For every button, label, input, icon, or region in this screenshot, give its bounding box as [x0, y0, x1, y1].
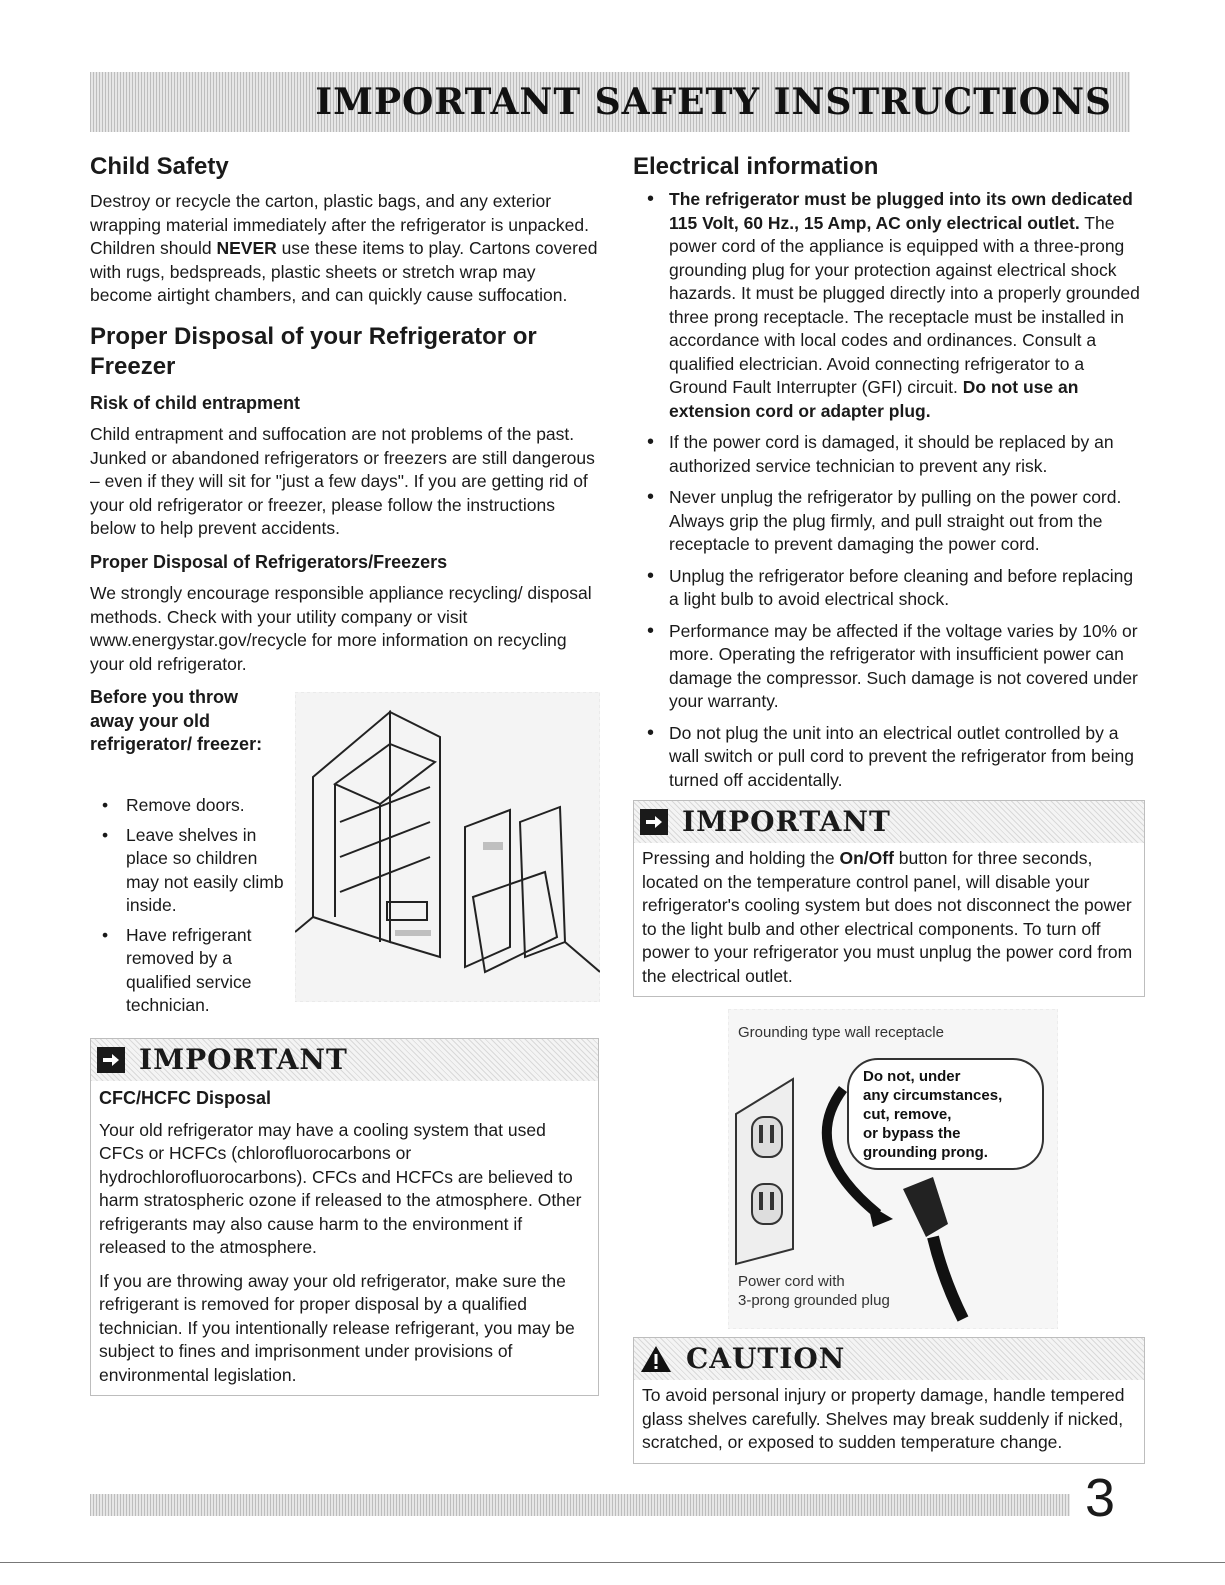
right-column — [633, 152, 1145, 1464]
proper-disposal-heading: Proper Disposal of Refrigerators/Freezers — [90, 551, 448, 572]
caution-label: CAUTION — [686, 1342, 846, 1376]
onoff-important-box — [633, 800, 1145, 997]
plug-label-line: 3-prong grounded plug — [738, 1292, 890, 1309]
risk-heading: Risk of child entrapment — [90, 392, 301, 413]
arrow-icon — [640, 809, 668, 835]
warning-triangle-icon — [640, 1344, 672, 1374]
child-safety-text-c: use these items to play. Cartons covered with rugs, bedspreads, plastic sheets or stretch wrap may become airtight chambers, and can quickly cause suffocation. — [90, 238, 598, 305]
list-item: • Performance may be affected if the voltage varies by 10% or more. Operating the refrigerator with insufficient power can damage the compressor. Such damage is not covered under your warranty. — [633, 620, 1145, 714]
important-header — [634, 801, 1144, 843]
onoff-text — [642, 847, 1136, 988]
never-emphasis: NEVER — [216, 238, 277, 258]
list-item — [633, 188, 1145, 423]
cfc-heading: CFC/HCFC Disposal — [99, 1088, 272, 1108]
important-label: IMPORTANT — [139, 1043, 348, 1077]
before-heading: Before you throw away your old refrigerator/ freezer: — [90, 687, 263, 754]
child-safety-text-a: Destroy or recycle the carton, plastic bags, and any exterior wrapping material immediately after the refrigerator is unpacked. Children should — [90, 191, 589, 258]
bottom-divider — [0, 1562, 1225, 1563]
risk-text: Child entrapment and suffocation are not problems of the past. Junked or abandoned refrigerators or freezers are still dangerous – even if they will sit for "just a few days". If you are getting rid of your old refrigerator or freezer, please follow the instructions below to help prevent accidents. — [90, 424, 595, 538]
caution-box — [633, 1337, 1145, 1464]
arrow-icon — [97, 1047, 125, 1073]
important-label: IMPORTANT — [682, 805, 891, 839]
cfc-important-box — [90, 1038, 599, 1396]
list-item: • Never unplug the refrigerator by pulling on the power cord. Always grip the plug firmly, and pull straight out from the receptacle to prevent damaging the power cord. — [633, 486, 1145, 557]
list-item: • Remove doors. — [98, 794, 293, 818]
list-item: • Do not plug the unit into an electrical outlet controlled by a wall switch or pull cord to prevent the refrigerator from being turned off accidentally. — [633, 722, 1145, 793]
before-section — [90, 686, 600, 1015]
list-item: • Leave shelves in place so children may not easily climb inside. — [98, 824, 293, 918]
title-banner — [90, 72, 1130, 132]
refrigerator-illustration — [295, 692, 600, 1002]
footer-bar — [90, 1494, 1070, 1516]
page-number: 3 — [1085, 1468, 1116, 1528]
list-item: • Have refrigerant removed by a qualified service technician. — [98, 924, 293, 1018]
caution-text: To avoid personal injury or property damage, handle tempered glass shelves carefully. Shelves may break suddenly if nicked, scratched, or exposed to sudden temperature change. — [642, 1385, 1125, 1452]
before-list — [98, 794, 293, 1024]
onoff-text-c: button for three seconds, located on the temperature control panel, will disable your refrigerator's cooling system but does not disconnect the power to the light bulb and other electrical components. To turn off power to your refrigerator you must unplug the power cord from the electrical outlet. — [642, 848, 1133, 986]
onoff-button-name: On/Off — [839, 848, 894, 868]
caution-header — [634, 1338, 1144, 1380]
cfc-text-1: Your old refrigerator may have a cooling system that used CFCs or HCFCs (chlorofluorocarbons or hydrochlorofluorocarbons). CFCs and HCFCs are believed to harm stratospheric ozone if released to the atmosphere. Other refrigerants may also cause harm to the environment if released to the atmosphere. — [99, 1119, 582, 1257]
disposal-heading: Proper Disposal of your Refrigerator or Freezer — [90, 322, 537, 380]
child-safety-text — [90, 190, 600, 308]
electrical-list — [633, 188, 1145, 792]
important-header — [91, 1039, 598, 1081]
warning-line: cut, remove, — [863, 1106, 952, 1123]
cfc-text-2: If you are throwing away your old refrigerator, make sure the refrigerant is removed for proper disposal by a qualified technician. If you intentionally release refrigerant, you may be subject to fines and imprisonment under provisions of environmental legislation. — [99, 1270, 575, 1385]
list-item: • Unplug the refrigerator before cleaning and before replacing a light bulb to avoid electrical shock. — [633, 565, 1145, 612]
outlet-text: The power cord of the appliance is equipped with a three-prong grounding plug for your protection against electrical shock hazards. It must be plugged directly into a properly grounded three prong receptacle. The receptacle must be installed in accordance with local codes and ordinances. Consult a qualified electrician. Avoid connecting refrigerator to a Ground Fault Interrupter (GFI) circuit. — [669, 212, 1140, 397]
extension-warning: Do not use an extension cord or adapter plug. — [669, 377, 1079, 421]
onoff-text-a: Pressing and holding the — [642, 848, 840, 868]
page-title: IMPORTANT SAFETY INSTRUCTIONS — [315, 81, 1112, 123]
list-item: • If the power cord is damaged, it should be replaced by an authorized service technician to prevent any risk. — [633, 431, 1145, 478]
warning-line: grounding prong. — [863, 1144, 988, 1161]
plug-label-line: Power cord with — [738, 1273, 845, 1290]
electrical-heading: Electrical information — [633, 153, 879, 180]
proper-disposal-text: We strongly encourage responsible appliance recycling/ disposal methods. Check with your utility company or visit www.energystar.gov/recycle for more information on recycling your old refrigerator. — [90, 583, 592, 674]
left-column — [90, 152, 600, 1015]
warning-line: Do not, under — [863, 1068, 961, 1085]
outlet-illustration — [728, 1009, 1058, 1329]
outlet-requirement: The refrigerator must be plugged into its own dedicated 115 Volt, 60 Hz., 15 Amp, AC only electrical outlet. — [669, 189, 1133, 233]
child-safety-heading: Child Safety — [90, 153, 229, 180]
warning-line: or bypass the — [863, 1125, 961, 1142]
receptacle-label: Grounding type wall receptacle — [738, 1024, 944, 1041]
warning-line: any circumstances, — [863, 1087, 1003, 1104]
